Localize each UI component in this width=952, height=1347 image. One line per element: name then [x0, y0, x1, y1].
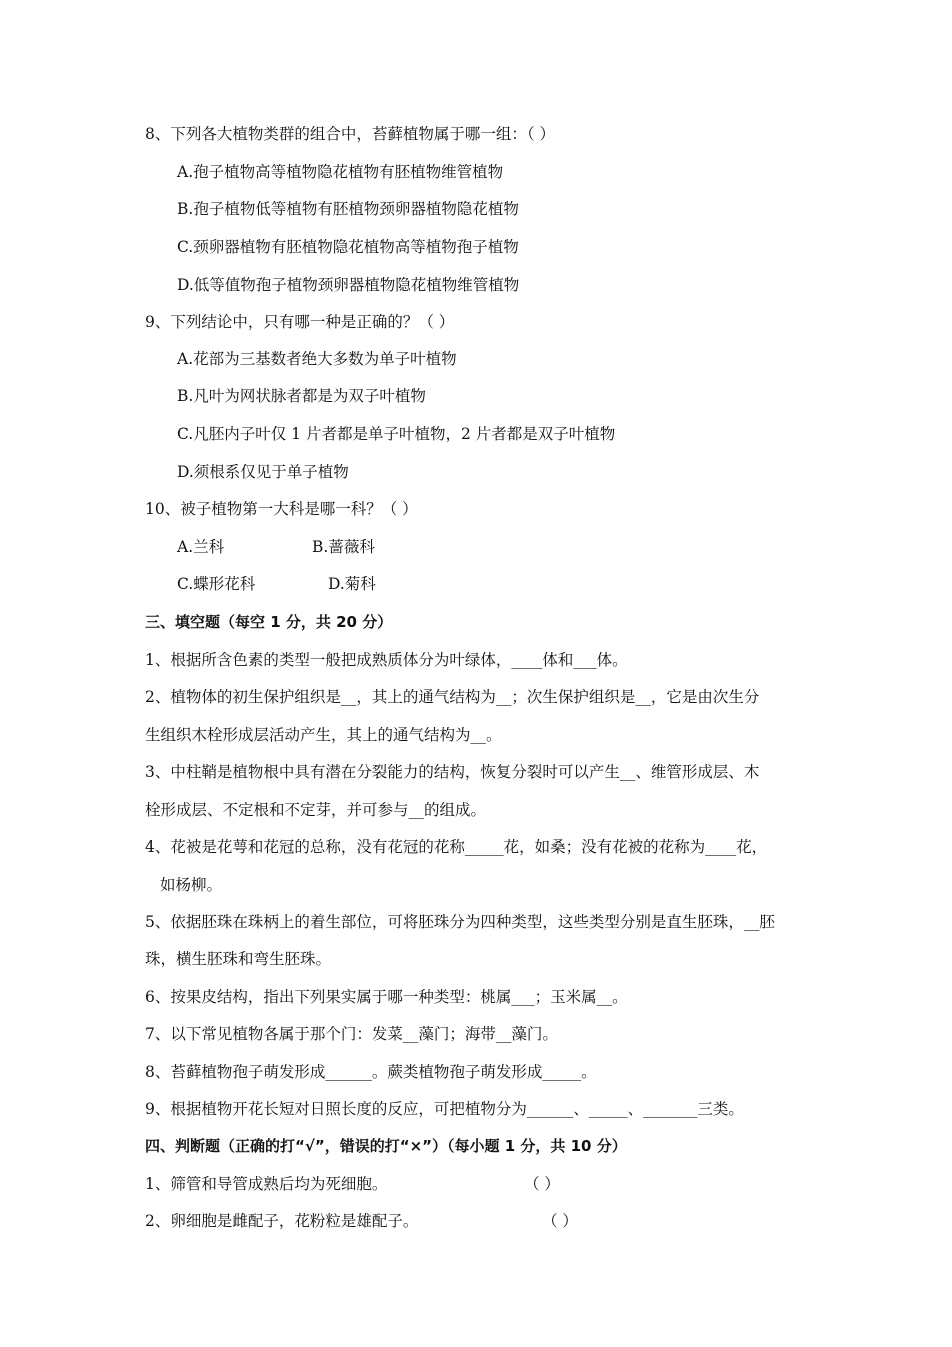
fill-line-6: 6、按果皮结构，指出下列果实属于哪一种类型：桃属___；玉米属__。 [145, 988, 628, 1006]
fill-line-2: 2、植物体的初生保护组织是__，其上的通气结构为__；次生保护组织是__，它是由次生分 [145, 688, 760, 706]
option-9c: C.凡胚内子叶仅 1 片者都是单子叶植物，2 片者都是双子叶植物 [177, 425, 616, 443]
fill-line-1: 1、根据所含色素的类型一般把成熟质体分为叶绿体，____体和___体。 [145, 651, 628, 669]
fill-line-7: 7、以下常见植物各属于那个门：发菜__藻门；海带__藻门。 [145, 1025, 558, 1043]
option-9b: B.凡叶为网状脉者都是为双子叶植物 [177, 387, 426, 405]
fill-line-3-cont: 栓形成层、不定根和不定芽，并可参与__的组成。 [145, 801, 487, 819]
option-10a: A.兰科 [177, 538, 225, 556]
question-8: 8、下列各大植物类群的组合中，苔藓植物属于哪一组：（ ） [145, 125, 556, 143]
fill-line-4: 4、花被是花萼和花冠的总称，没有花冠的花称_____花，如桑；没有花被的花称为____花， [145, 838, 768, 856]
fill-line-5-cont: 珠，横生胚珠和弯生胚珠。 [145, 950, 332, 968]
fill-line-9: 9、根据植物开花长短对日照长度的反应，可把植物分为______、_____、_______三类。 [145, 1100, 744, 1118]
option-8a: A.孢子植物高等植物隐花植物有胚植物维管植物 [177, 163, 504, 181]
fill-line-3: 3、中柱鞘是植物根中具有潜在分裂能力的结构，恢复分裂时可以产生__、维管形成层、木 [145, 763, 760, 781]
option-8d: D.低等值物孢子植物颈卵器植物隐花植物维管植物 [177, 276, 520, 294]
option-9d: D.须根系仅见于单子植物 [177, 463, 349, 481]
question-9: 9、下列结论中，只有哪一种是正确的？（ ） [145, 313, 455, 331]
option-10b: B.蔷薇科 [312, 538, 375, 556]
fill-line-2-cont: 生组织木栓形成层活动产生，其上的通气结构为__。 [145, 726, 502, 744]
question-10: 10、被子植物第一大科是哪一科？（ ） [145, 500, 418, 518]
tf-item-1: 1、筛管和导管成熟后均为死细胞。 [145, 1175, 388, 1193]
option-9a: A.花部为三基数者绝大多数为单子叶植物 [177, 350, 457, 368]
option-10c: C.蝶形花科 [177, 575, 256, 593]
tf-item-2: 2、卵细胞是雌配子，花粉粒是雄配子。 [145, 1212, 419, 1230]
option-8c: C.颈卵器植物有胚植物隐花植物高等植物孢子植物 [177, 238, 519, 256]
tf-item-1-answer: （ ） [524, 1175, 560, 1193]
option-8b: B.孢子植物低等植物有胚植物颈卵器植物隐花植物 [177, 200, 519, 218]
fill-line-5: 5、依据胚珠在珠柄上的着生部位，可将胚珠分为四种类型，这些类型分别是直生胚珠，__胚 [145, 913, 775, 931]
fill-line-4-cont: 如杨柳。 [160, 876, 223, 894]
fill-section-heading: 三、填空题（每空 1 分，共 20 分） [145, 613, 393, 631]
fill-line-8: 8、苔藓植物孢子萌发形成______。蕨类植物孢子萌发形成_____。 [145, 1063, 597, 1081]
tf-item-2-answer: （ ） [542, 1212, 578, 1230]
option-10d: D.菊科 [328, 575, 376, 593]
tf-section-heading: 四、判断题（正确的打“√”，错误的打“×”）（每小题 1 分，共 10 分） [145, 1137, 627, 1155]
